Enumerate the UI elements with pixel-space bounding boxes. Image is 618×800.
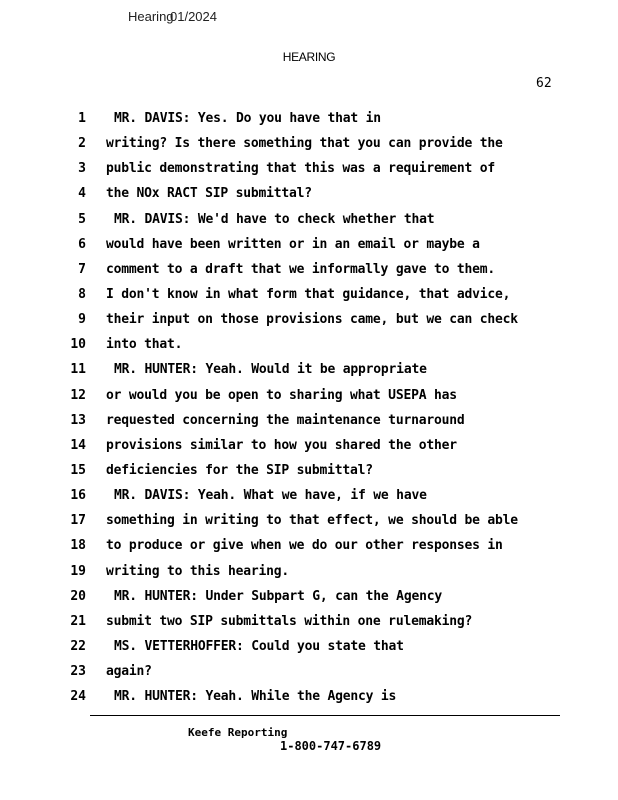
- line-text: comment to a draft that we informally gave to them.: [106, 261, 495, 277]
- line-text: or would you be open to sharing what USEPA has: [106, 387, 457, 403]
- transcript-line: [0, 212, 618, 237]
- footer-company: Keefe Reporting: [188, 726, 288, 739]
- line-text: into that.: [106, 337, 183, 353]
- transcript-line: [0, 362, 618, 387]
- transcript-line: [0, 639, 618, 664]
- line-number: 14: [70, 437, 86, 453]
- line-text: MR. DAVIS: Yeah. What we have, if we have: [114, 488, 427, 504]
- line-text: submit two SIP submittals within one rulemaking?: [106, 613, 473, 629]
- line-text: again?: [106, 664, 152, 680]
- line-number: 15: [70, 462, 86, 478]
- footer-divider: [90, 715, 560, 716]
- transcript-line: [0, 438, 618, 463]
- transcript-line: [0, 111, 618, 136]
- page-title: HEARING: [282, 50, 336, 64]
- line-text: MR. DAVIS: Yes. Do you have that in: [114, 111, 381, 126]
- line-number: 8: [78, 286, 86, 302]
- line-number: 1: [78, 111, 86, 126]
- line-text: MS. VETTERHOFFER: Could you state that: [114, 638, 404, 654]
- line-number: 16: [70, 488, 86, 504]
- transcript-line: [0, 538, 618, 563]
- transcript-line: [0, 664, 618, 689]
- line-text: writing to this hearing.: [106, 563, 290, 579]
- header-date: 01/2024: [170, 9, 217, 24]
- transcript-line: [0, 488, 618, 513]
- line-text: MR. HUNTER: Yeah. While the Agency is: [114, 689, 397, 705]
- line-number: 9: [78, 312, 86, 328]
- header-label: Hearing: [128, 9, 174, 24]
- transcript-line: [0, 262, 618, 287]
- line-number: 3: [78, 161, 86, 177]
- transcript-line: [0, 312, 618, 337]
- line-text: writing? Is there something that you can provide the: [106, 136, 503, 152]
- line-number: 21: [70, 613, 86, 629]
- line-text: public demonstrating that this was a requirement of: [106, 161, 495, 177]
- line-number: 4: [78, 186, 86, 202]
- line-text: the NOx RACT SIP submittal?: [106, 186, 312, 202]
- line-number: 20: [70, 588, 86, 604]
- line-number: 5: [78, 211, 86, 227]
- line-number: 17: [70, 513, 86, 529]
- transcript-line: [0, 564, 618, 589]
- line-text: MR. HUNTER: Under Subpart G, can the Agency: [114, 588, 442, 604]
- line-text: would have been written or in an email or maybe a: [106, 236, 480, 252]
- line-text: to produce or give when we do our other responses in: [106, 538, 503, 554]
- transcript-line: [0, 689, 618, 714]
- line-number: 24: [70, 689, 86, 705]
- transcript-line: [0, 161, 618, 186]
- transcript-line: [0, 513, 618, 538]
- transcript-line: [0, 614, 618, 639]
- transcript-line: [0, 287, 618, 312]
- line-text: I don't know in what form that guidance, that advice,: [106, 286, 511, 302]
- transcript-line: [0, 413, 618, 438]
- line-text: requested concerning the maintenance turnaround: [106, 412, 465, 428]
- line-number: 19: [70, 563, 86, 579]
- line-text: deficiencies for the SIP submittal?: [106, 462, 373, 478]
- line-number: 2: [78, 136, 86, 152]
- footer-phone: 1-800-747-6789: [280, 739, 382, 753]
- transcript-line: [0, 237, 618, 262]
- transcript-line: [0, 186, 618, 211]
- line-number: 18: [70, 538, 86, 554]
- line-text: their input on those provisions came, but we can check: [106, 312, 518, 328]
- line-number: 13: [70, 412, 86, 428]
- line-number: 10: [70, 337, 86, 353]
- transcript-line: [0, 589, 618, 614]
- transcript-line: [0, 136, 618, 161]
- line-text: provisions similar to how you shared the other: [106, 437, 457, 453]
- line-text: MR. HUNTER: Yeah. Would it be appropriate: [114, 362, 427, 378]
- page-number: 62: [536, 76, 552, 91]
- line-number: 23: [70, 664, 86, 680]
- transcript-line: [0, 463, 618, 488]
- line-number: 12: [70, 387, 86, 403]
- transcript-line: [0, 388, 618, 413]
- transcript-line: [0, 337, 618, 362]
- line-number: 6: [78, 236, 86, 252]
- line-number: 22: [70, 638, 86, 654]
- line-number: 7: [78, 261, 86, 277]
- line-text: MR. DAVIS: We'd have to check whether that: [114, 211, 435, 227]
- line-number: 11: [70, 362, 86, 378]
- line-text: something in writing to that effect, we should be able: [106, 513, 518, 529]
- transcript-body: [0, 111, 618, 714]
